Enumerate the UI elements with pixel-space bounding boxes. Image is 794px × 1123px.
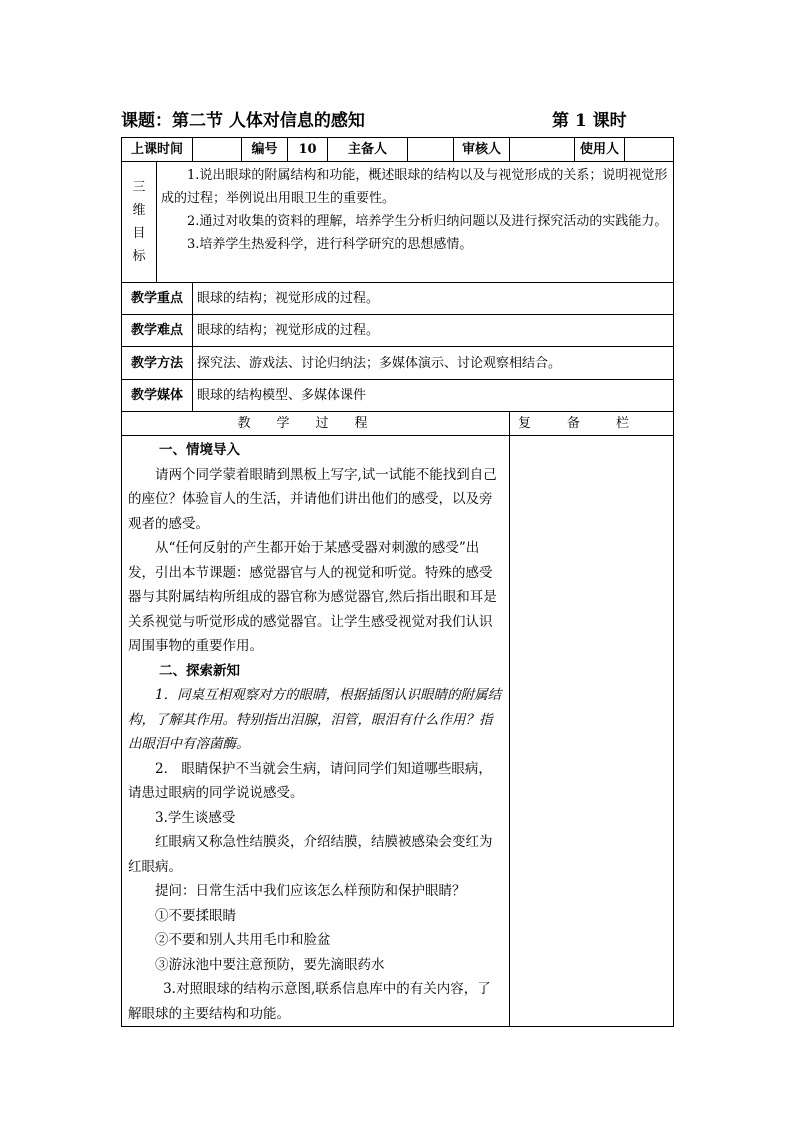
objectives-label-char: 维 (132, 203, 146, 218)
paragraph: 红眼病又称急性结膜炎，介绍结膜，结膜被感染会变红为红眼病。 (128, 834, 493, 875)
objectives-label-char: 三 (132, 180, 146, 195)
review-column (510, 436, 674, 1027)
list-item: ③游泳池中要注意预防，要先滴眼药水 (155, 956, 385, 973)
methods-row (122, 347, 674, 380)
objective-item: 3.培养学生热爱科学，进行科学研究的思想感情。 (187, 237, 473, 252)
key-points-label: 教学重点 (122, 283, 193, 315)
lesson-topic: 课题：第二节 人体对信息的感知 (121, 111, 365, 131)
paragraph: 1．同桌互相观察对方的眼睛，根据插图认识眼睛的附属结构，了解其作用。特别指出泪腺，泪管，眼泪有什么作用？指出眼泪中有溶菌酶。 (128, 687, 502, 752)
reviewer-value (510, 138, 575, 162)
paragraph: 2． 眼睛保护不当就会生病，请问同学们知道哪些眼病，请患过眼病的同学说说感受。 (128, 760, 492, 801)
user-label: 使用人 (575, 138, 625, 162)
process-header-row (122, 412, 674, 436)
process-header (122, 412, 510, 436)
objectives-row (122, 162, 674, 283)
process-content (122, 436, 510, 1027)
difficulties-value: 眼球的结构；视觉形成的过程。 (193, 315, 674, 347)
reviewer-label: 审核人 (454, 138, 510, 162)
section-heading: 一、情境导入 (159, 442, 241, 458)
paragraph: 3.对照眼球的结构示意图,联系信息库中的有关内容，了解眼球的主要结构和功能。 (128, 981, 491, 1022)
process-header-text: 教学过程 (237, 416, 394, 431)
preparer-label: 主备人 (328, 138, 408, 162)
header-row (122, 138, 674, 162)
process-body-row (122, 436, 674, 1027)
preparer-value (408, 138, 454, 162)
media-row (122, 380, 674, 412)
lesson-title (121, 106, 673, 132)
objectives-content (157, 162, 674, 283)
number-value: 10 (288, 138, 328, 162)
objectives-label-char: 目 (132, 226, 146, 241)
objective-item: 2.通过对收集的资料的理解，培养学生分析归纳问题以及进行探究活动的实践能力。 (187, 214, 668, 229)
paragraph: 从“任何反射的产生都开始于某感受器对刺激的感受”出发，引出本节课题：感觉器官与人的视觉和听觉。特殊的感受器与其附属结构所组成的器官称为感觉器官,然后指出眼和耳是关系视觉与听觉形成的感觉器官。让学生感受视觉对我们认识周围事物的重要作用。 (128, 540, 497, 654)
section-heading: 二、探索新知 (159, 662, 241, 679)
time-value (193, 138, 242, 162)
objectives-label (122, 162, 157, 283)
methods-label: 教学方法 (122, 347, 193, 380)
paragraph: 提问：日常生活中我们应该怎么样预防和保护眼睛？ (155, 883, 466, 899)
difficulties-row (122, 315, 674, 347)
media-label: 教学媒体 (122, 380, 193, 412)
methods-value: 探究法、游戏法、讨论归纳法；多媒体演示、讨论观察相结合。 (193, 347, 674, 380)
list-item: ①不要揉眼睛 (155, 907, 236, 924)
lesson-plan-table (121, 137, 674, 1027)
key-points-value: 眼球的结构；视觉形成的过程。 (193, 283, 674, 315)
objectives-label-char: 标 (132, 249, 146, 264)
list-item: ②不要和别人共用毛巾和脸盆 (155, 932, 331, 948)
objective-item: 1.说出眼球的附属结构和功能，概述眼球的结构以及与视觉形成的关系；说明视觉形成的过程；举例说出用眼卫生的重要性。 (161, 168, 668, 206)
key-points-row (122, 283, 674, 315)
media-value: 眼球的结构模型、多媒体课件 (193, 380, 674, 412)
difficulties-label: 教学难点 (122, 315, 193, 347)
paragraph: 3.学生谈感受 (155, 809, 236, 826)
review-column-header (510, 412, 674, 436)
paragraph: 请两个同学蒙着眼睛到黑板上写字,试一试能不能找到自己的座位？体验盲人的生活，并请他们讲出他们的感受，以及旁观者的感受。 (128, 466, 497, 532)
time-label: 上课时间 (122, 138, 193, 162)
lesson-period: 第 1 课时 (552, 111, 627, 131)
number-label: 编号 (242, 138, 288, 162)
review-column-text: 复备栏 (518, 416, 666, 431)
user-value (625, 138, 674, 162)
